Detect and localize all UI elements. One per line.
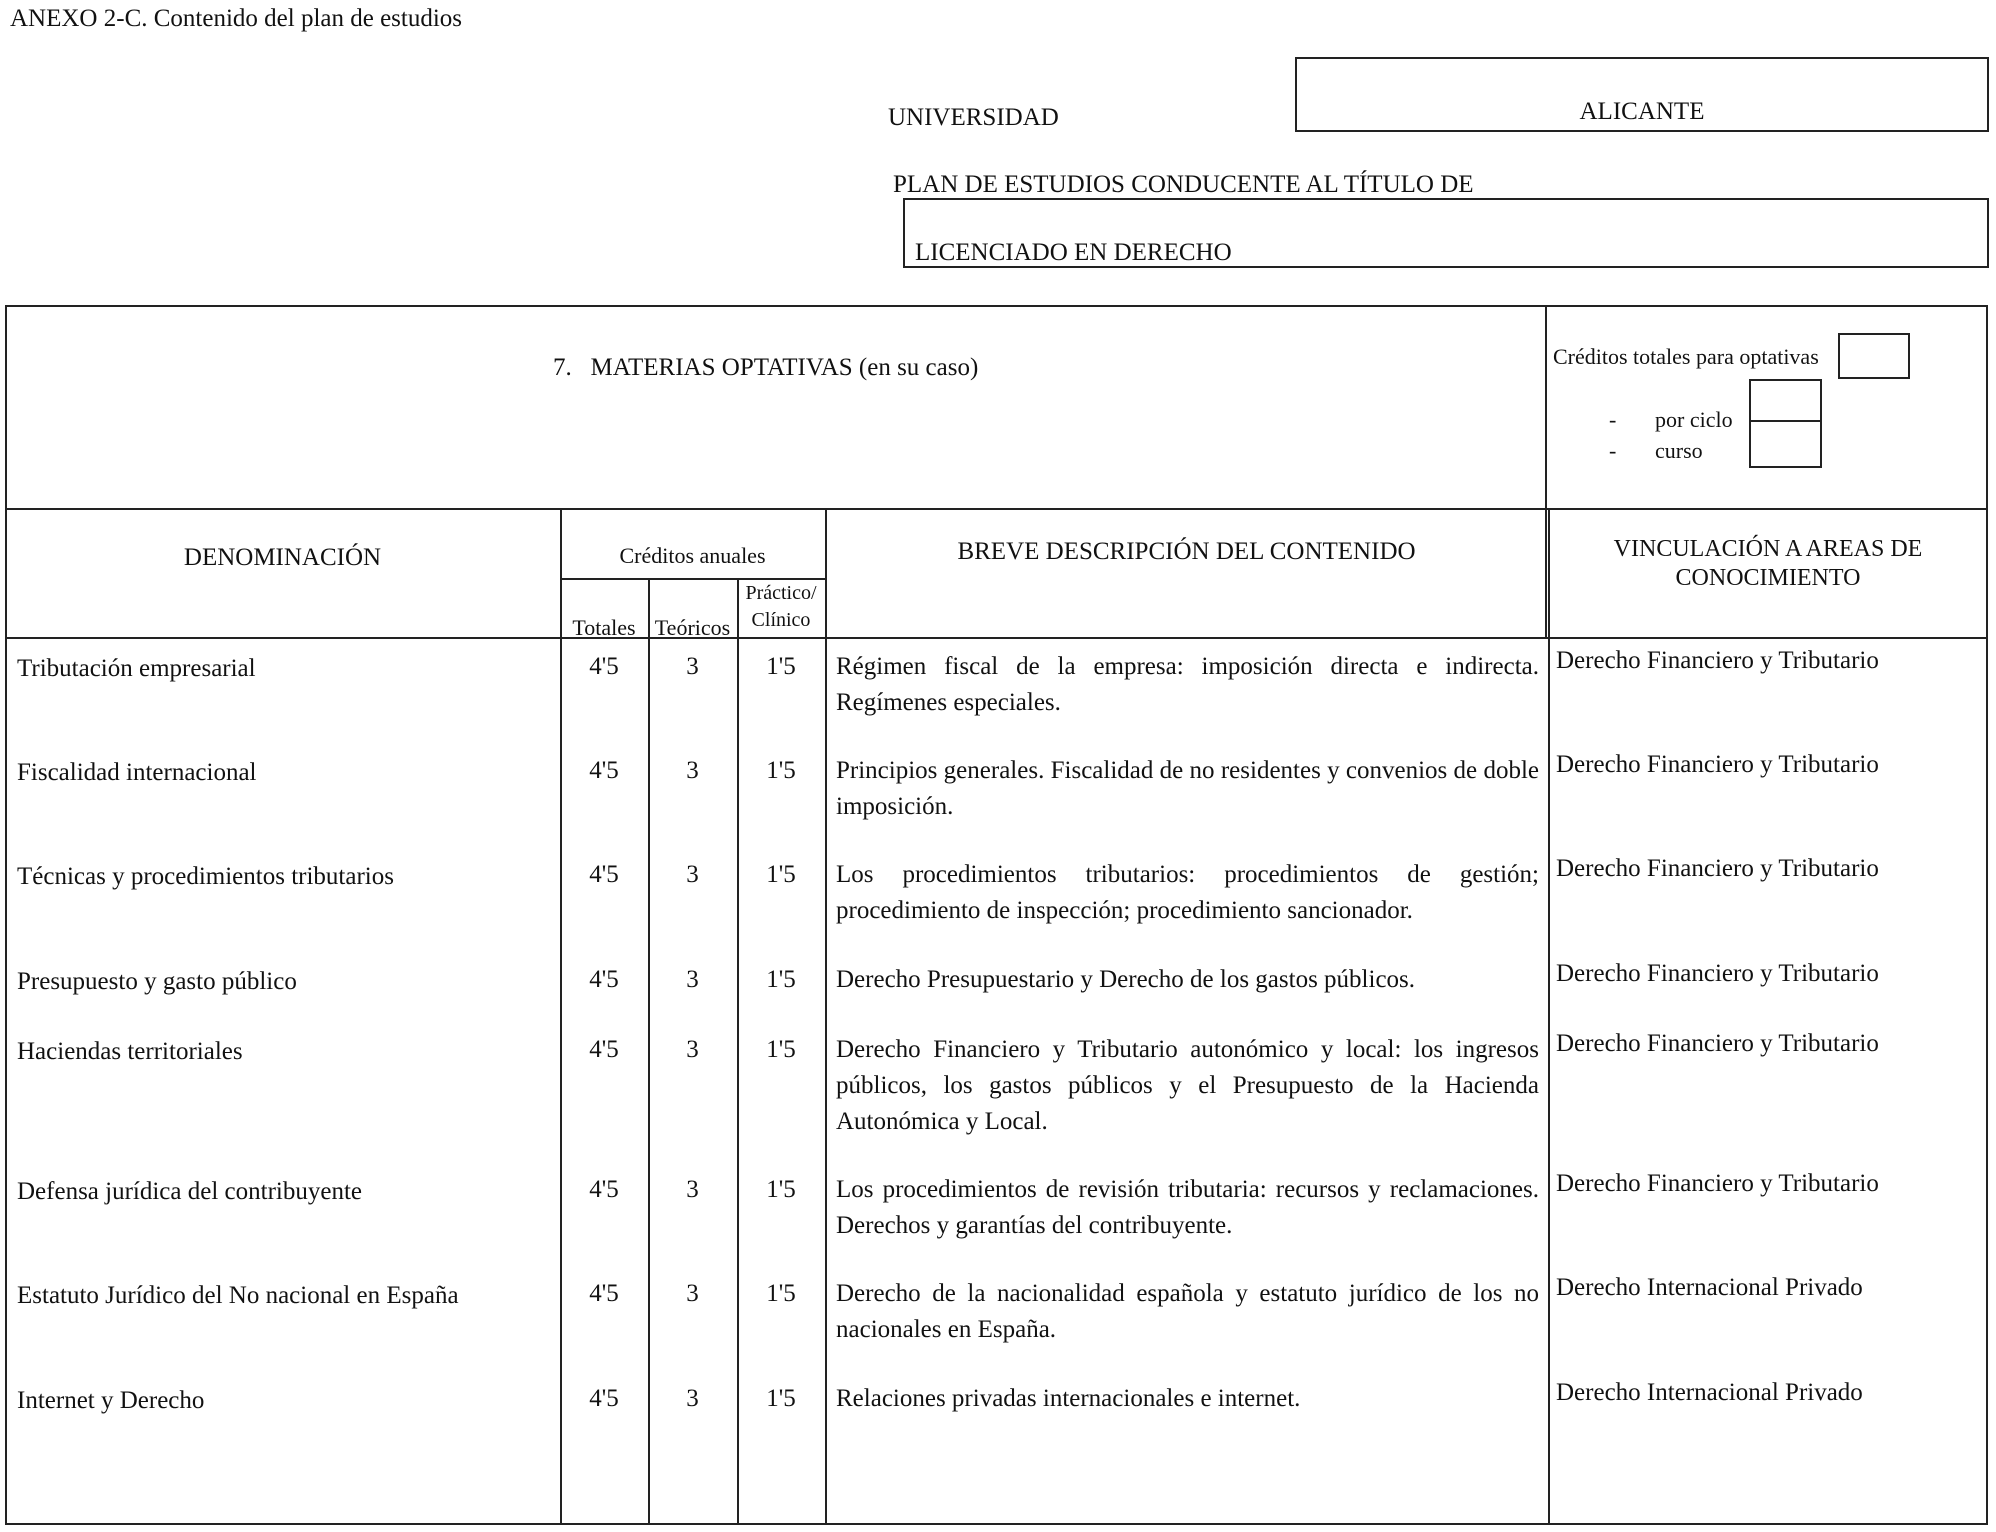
- row-descripcion: Relaciones privadas internacionales e internet.: [836, 1385, 1301, 1412]
- row-descripcion: Régimen fiscal de la empresa: imposición directa e indirecta. Regímenes especiales.: [836, 653, 1539, 716]
- row-name: Defensa jurídica del contribuyente: [17, 1178, 362, 1205]
- col-line-4: [825, 508, 827, 1525]
- annex-title: ANEXO 2-C. Contenido del plan de estudios: [10, 5, 463, 32]
- col-practicos-line1: Práctico/: [745, 582, 817, 604]
- section-number: 7.: [553, 354, 572, 381]
- row-totales: 4'5: [589, 1280, 619, 1307]
- col-creditos-anuales: Créditos anuales: [619, 543, 766, 568]
- row-descripcion: Los procedimientos de revisión tributaria: recursos y reclamaciones. Derechos y garantías del contribuyente.: [836, 1176, 1539, 1239]
- row-descripcion: Los procedimientos tributarios: procedimientos de gestión; procedimiento de inspección; procedimiento sancionador.: [836, 861, 1539, 924]
- per-course-label: curso: [1655, 438, 1703, 463]
- row-totales: 4'5: [589, 1036, 619, 1063]
- per-course-input[interactable]: [1749, 420, 1822, 468]
- header-top-line: [5, 508, 1988, 510]
- row-totales: 4'5: [589, 1176, 619, 1203]
- plan-box: [903, 198, 1989, 268]
- row-area: Derecho Internacional Privado: [1556, 1379, 1863, 1406]
- row-practicos: 1'5: [766, 861, 796, 888]
- row-area: Derecho Financiero y Tributario: [1556, 1170, 1879, 1197]
- row-name: Presupuesto y gasto público: [17, 968, 297, 995]
- row-descripcion: Derecho de la nacionalidad española y estatuto jurídico de los no nacionales en España.: [836, 1280, 1539, 1343]
- per-cycle-input[interactable]: [1749, 379, 1822, 422]
- row-practicos: 1'5: [766, 1176, 796, 1203]
- row-name: Técnicas y procedimientos tributarios: [17, 863, 394, 890]
- row-name: Internet y Derecho: [17, 1387, 205, 1414]
- row-area: Derecho Financiero y Tributario: [1556, 647, 1879, 674]
- row-teoricos: 3: [686, 1036, 699, 1063]
- section-divider: [1545, 305, 1547, 637]
- row-practicos: 1'5: [766, 1280, 796, 1307]
- row-teoricos: 3: [686, 861, 699, 888]
- row-name: Tributación empresarial: [17, 655, 256, 682]
- section-title: [553, 353, 978, 383]
- per-course-dash: -: [1609, 438, 1617, 463]
- row-totales: 4'5: [589, 966, 619, 993]
- credits-total-label: Créditos totales para optativas: [1553, 344, 1819, 369]
- row-area: Derecho Financiero y Tributario: [1556, 855, 1879, 882]
- university-label: UNIVERSIDAD: [888, 104, 1059, 131]
- row-practicos: 1'5: [766, 1385, 796, 1412]
- section-title-text: MATERIAS OPTATIVAS (en su caso): [590, 354, 979, 381]
- university-box: [1295, 57, 1989, 132]
- col-denominacion: DENOMINACIÓN: [183, 544, 382, 571]
- row-practicos: 1'5: [766, 653, 796, 680]
- header-bottom-line: [5, 637, 1988, 639]
- col-totales: Totales: [572, 615, 636, 640]
- col-descripcion: BREVE DESCRIPCIÓN DEL CONTENIDO: [957, 538, 1416, 565]
- col-practicos: [737, 580, 825, 634]
- row-practicos: 1'5: [766, 1036, 796, 1063]
- col-line-5: [1548, 508, 1550, 1525]
- credits-total-input[interactable]: [1838, 333, 1910, 379]
- row-descripcion: Principios generales. Fiscalidad de no residentes y convenios de doble imposición.: [836, 757, 1539, 820]
- row-name: Estatuto Jurídico del No nacional en España: [17, 1282, 459, 1309]
- row-name: Fiscalidad internacional: [17, 759, 257, 786]
- row-teoricos: 3: [686, 653, 699, 680]
- row-totales: 4'5: [589, 1385, 619, 1412]
- row-descripcion: Derecho Financiero y Tributario autonómico y local: los ingresos públicos, los gastos públicos y el Presupuesto de la Hacienda Autonómica y Local.: [836, 1036, 1539, 1135]
- university-value: ALICANTE: [1579, 98, 1705, 125]
- row-practicos: 1'5: [766, 966, 796, 993]
- row-teoricos: 3: [686, 966, 699, 993]
- row-totales: 4'5: [589, 861, 619, 888]
- col-vinculacion-line1: VINCULACIÓN A AREAS DE: [1613, 536, 1923, 562]
- row-area: Derecho Financiero y Tributario: [1556, 751, 1879, 778]
- row-descripcion: Derecho Presupuestario y Derecho de los gastos públicos.: [836, 966, 1416, 993]
- row-teoricos: 3: [686, 1176, 699, 1203]
- row-teoricos: 3: [686, 1385, 699, 1412]
- col-vinculacion-line2: CONOCIMIENTO: [1675, 565, 1861, 591]
- row-totales: 4'5: [589, 653, 619, 680]
- col-teoricos: Teóricos: [654, 615, 731, 640]
- plan-label: PLAN DE ESTUDIOS CONDUCENTE AL TÍTULO DE: [893, 171, 1474, 198]
- row-totales: 4'5: [589, 757, 619, 784]
- row-area: Derecho Financiero y Tributario: [1556, 1030, 1879, 1057]
- col-vinculacion: [1548, 535, 1988, 593]
- row-teoricos: 3: [686, 1280, 699, 1307]
- row-area: Derecho Internacional Privado: [1556, 1274, 1863, 1301]
- row-name: Haciendas territoriales: [17, 1038, 243, 1065]
- per-cycle-label: por ciclo: [1655, 407, 1733, 432]
- row-practicos: 1'5: [766, 757, 796, 784]
- row-area: Derecho Financiero y Tributario: [1556, 960, 1879, 987]
- col-practicos-line2: Clínico: [751, 609, 811, 631]
- plan-value: LICENCIADO EN DERECHO: [915, 239, 1232, 266]
- per-cycle-dash: -: [1609, 407, 1617, 432]
- row-teoricos: 3: [686, 757, 699, 784]
